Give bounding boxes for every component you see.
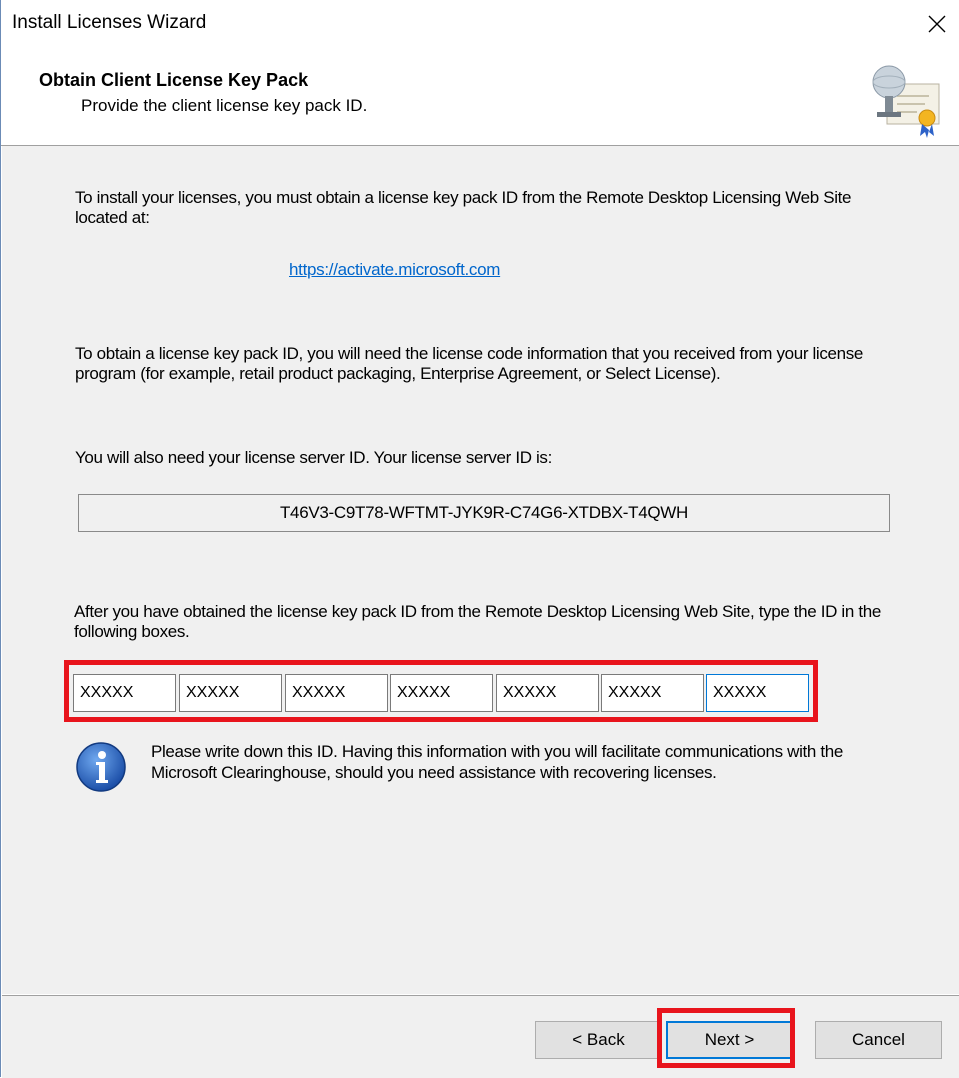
key-pack-id-box-2[interactable] <box>179 674 282 712</box>
activation-link[interactable]: https://activate.microsoft.com <box>289 260 501 279</box>
next-button-highlight <box>657 1008 795 1068</box>
key-pack-id-box-5[interactable] <box>496 674 599 712</box>
cancel-button[interactable]: Cancel <box>815 1021 942 1059</box>
instructions-text: To install your licenses, you must obtain a license key pack ID from the Remote Desktop Licensing Web Site located at: <box>75 188 852 227</box>
key-pack-id-box-1[interactable] <box>73 674 176 712</box>
license-server-id-field: T46V3-C9T78-WFTMT-JYK9R-C74G6-XTDBX-T4QWH <box>78 494 890 532</box>
next-button[interactable]: Next > <box>666 1021 793 1059</box>
key-pack-id-group <box>64 660 818 722</box>
page-title: Obtain Client License Key Pack <box>39 70 309 90</box>
server-id-label: You will also need your license server ID. Your license server ID is: <box>75 448 552 467</box>
page-subtitle: Provide the client license key pack ID. <box>81 96 368 115</box>
info-message: Please write down this ID. Having this information with you will facilitate communications with the Microsoft Clearinghouse, should you need assistance with recovering licenses. <box>151 742 843 782</box>
key-pack-id-box-7[interactable] <box>706 674 809 712</box>
wizard-footer <box>2 995 959 1078</box>
content-panel <box>2 146 959 994</box>
certificate-server-icon <box>867 60 943 140</box>
title-bar <box>1 0 959 50</box>
back-button[interactable]: < Back <box>535 1021 662 1059</box>
close-button[interactable] <box>914 0 959 48</box>
close-icon <box>928 15 946 33</box>
info-icon <box>75 741 127 793</box>
key-pack-id-box-4[interactable] <box>390 674 493 712</box>
wizard-header <box>1 50 959 146</box>
type-id-instructions: After you have obtained the license key pack ID from the Remote Desktop Licensing Web Site, type the ID in the following boxes. <box>74 602 881 641</box>
license-code-text: To obtain a license key pack ID, you will need the license code information that you received from your license program (for example, retail product packaging, Enterprise Agreement, or Select License). <box>75 344 863 383</box>
window-title: Install Licenses Wizard <box>12 12 207 33</box>
key-pack-id-box-3[interactable] <box>285 674 388 712</box>
key-pack-id-box-6[interactable] <box>601 674 704 712</box>
